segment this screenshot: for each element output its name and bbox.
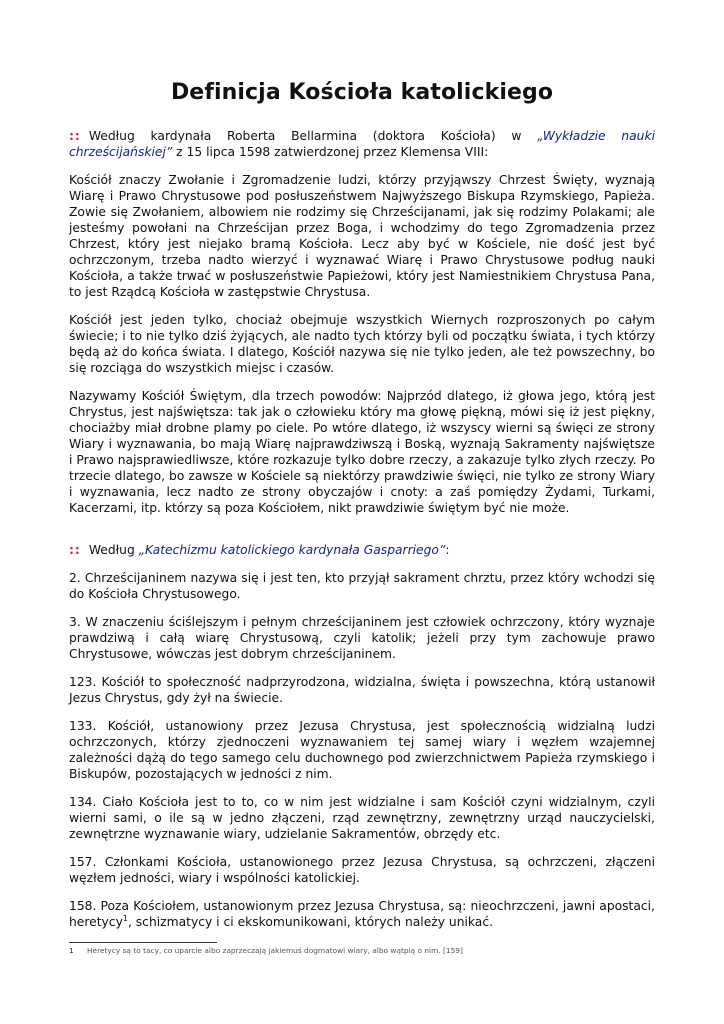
section2-paragraph: 2. Chrześcijaninem nazywa się i jest ten, kto przyjął sakrament chrztu, przez który wchodzi się do Kościoła Chrystusowego. bbox=[69, 571, 655, 601]
section-marker-icon: :: bbox=[69, 129, 81, 143]
section2-paragraph: 133. Kościół, ustanowiony przez Jezusa Chrystusa, jest społecznością widzialną ludzi ochrzczonych, którzy zjednoczeni wyznawaniem tej samej wiary i węzłem wzajemnej zależności dążą do tego samego celu duchownego pod zwierzchnictwem Papieża rzymskiego i Biskupów, pozostających w jedności z nim. bbox=[69, 719, 655, 781]
section1-source-title: „Wykładzie nauki chrześcijańskiej” bbox=[69, 129, 655, 159]
section1-intro-post: z 15 lipca 1598 zatwierdzonej przez Klemensa VIII: bbox=[172, 145, 489, 159]
section1-paragraph: Nazywamy Kościół Świętym, dla trzech powodów: Najprzód dlatego, iż głowa jego, którą jest Chrystus, jest najświętsza: tak jak o człowieku który ma głowę piękną, mówi się iż jest piękny, chociażby miał drobne plamy po ciele. Po wtóre dlatego, iż wszyscy wierni są święci ze strony Wiary i wyznawania, bo mają Wiarę najprawdziwszą i Boską, wyznają Sakramenty najświętsze i Prawo najsprawiedliwsze, które rozkazuje tylko dobre rzeczy, a zakazuje tylko złych rzeczy. Po trzecie dlatego, bo zawsze w Kościele są niektórzy prawdziwie święci, nie tylko ze strony Wiary i wyznawania, lecz nadto ze strony obyczajów i cnoty: a zaś pomiędzy Żydami, Turkami, Kacerzami, itp. którzy są poza Kościołem, nikt prawdziwie świętym być nie może. bbox=[69, 389, 655, 515]
section1-paragraph: Kościół jest jeden tylko, chociaż obejmuje wszystkich Wiernych rozproszonych po całym świecie; i to nie tylko dziś żyjących, ale nadto tych którzy byli od początku świata, i tych którzy będą aż do końca świata. I dlatego, Kościół nazywa się nie tylko jeden, ale też powszechny, bo się rozciąga do wszystkich miejsc i czasów. bbox=[69, 313, 655, 375]
footnote bbox=[69, 946, 655, 955]
footnote-reference[interactable]: 1 bbox=[122, 913, 128, 923]
section1-intro bbox=[69, 128, 655, 160]
section-marker-icon: :: bbox=[69, 543, 81, 557]
footnote-number: 1 bbox=[69, 946, 74, 955]
section2-paragraph: 134. Ciało Kościoła jest to to, co w nim jest widzialne i sam Kościół czyni widzialnym, czyli wierni sami, o ile są w jedno złączeni, rząd zewnętrzny, zewnętrzny urząd nauczycielski, zewnętrzne wyznawanie wiary, udzielanie Sakramentów, obrzędy etc. bbox=[69, 795, 655, 841]
section2-paragraph: 3. W znaczeniu ściślejszym i pełnym chrześcijaninem jest człowiek ochrzczony, który wyznaje prawdziwą i całą wiarę Chrystusową, czyli katolik; jeżeli przy tym zachowuje prawo Chrystusowe, wówczas jest dobrym chrześcijaninem. bbox=[69, 615, 655, 661]
page-title: Definicja Kościoła katolickiego bbox=[170, 80, 554, 105]
section1-intro-pre: Według kardynała Roberta Bellarmina (doktora Kościoła) w bbox=[88, 129, 538, 143]
footnote-text: Heretycy są to tacy, co uparcie albo zaprzeczają jakiemuś dogmatowi wiary, albo wątpią o nim. [159] bbox=[87, 946, 463, 955]
section1-paragraph: Kościół znaczy Zwołanie i Zgromadzenie ludzi, którzy przyjąwszy Chrzest Święty, wyznają Wiarę i Prawo Chrystusowe pod posłuszeństwem Najwyższego Biskupa Rzymskiego, Papieża. Zowie się Zwołaniem, albowiem nie rodzimy się Chrześcijanami, jak się rodzimy Polakami; ale jesteśmy powołani na Chrześcijan przez Boga, i wchodzimy do tego Zgromadzenia przez Chrzest, który jest niejako bramą Kościoła. Lecz aby być w Kościele, nie dość jest być ochrzczonym, trzeba nadto wierzyć i wyznawać Wiarę i Prawo Chrystusowe podług nauki Kościoła, a także trwać w posłuszeństwie Papieżowi, który jest Namiestnikiem Chrystusa Pana, to jest Rządcą Kościoła w zastępstwie Chrystusa. bbox=[69, 173, 655, 299]
footnote-divider bbox=[69, 942, 217, 943]
section2-last-paragraph bbox=[69, 898, 655, 930]
section2-intro bbox=[69, 542, 655, 558]
section2-source-title: „Katechizmu katolickiego kardynała Gasparriego” bbox=[138, 543, 446, 557]
section2-paragraph: 157. Członkami Kościoła, ustanowionego przez Jezusa Chrystusa, są ochrzczeni, złączeni węzłem jedności, wiary i wspólności katolickiej. bbox=[69, 855, 655, 885]
last-paragraph-pre: 158. Poza Kościołem, ustanowionym przez Jezusa Chrystusa, są: nieochrzczeni, jawni apostaci, heretycy bbox=[69, 899, 655, 929]
section2-intro-pre: Według bbox=[88, 543, 139, 557]
section2-intro-post: : bbox=[445, 543, 450, 557]
document-body bbox=[69, 128, 655, 942]
section2-paragraph: 123. Kościół to społeczność nadprzyrodzona, widzialna, święta i powszechna, którą ustanowił Jezus Chrystus, gdy żył na świecie. bbox=[69, 675, 655, 705]
last-paragraph-post: , schizmatycy i ci ekskomunikowani, których należy unikać. bbox=[127, 915, 494, 929]
